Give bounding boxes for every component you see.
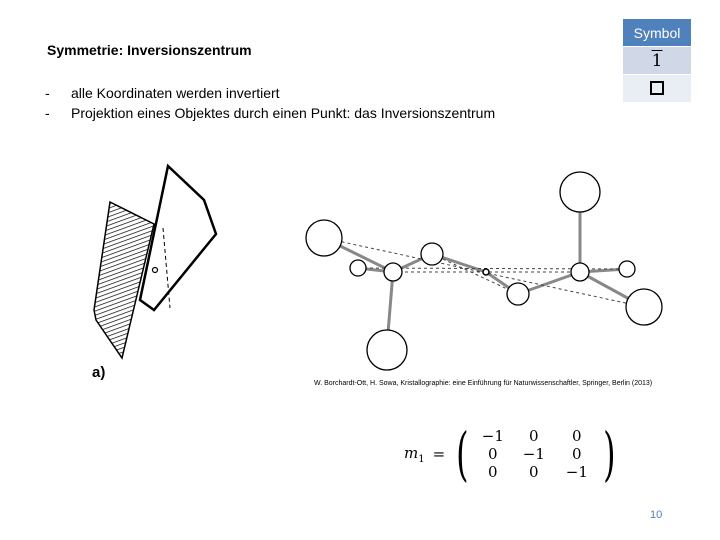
molecule-inversion-figure xyxy=(300,170,670,380)
atom xyxy=(306,220,342,256)
atom xyxy=(367,330,407,370)
right-parenthesis: ) xyxy=(602,420,616,488)
bullet-text: Projektion eines Objektes durch einen Punkt: das Inversionszentrum xyxy=(71,105,496,121)
inversion-matrix xyxy=(404,420,620,488)
matrix-cell: 0 xyxy=(529,427,539,445)
matrix-cell: −1 xyxy=(522,445,545,463)
figure-citation: W. Borchardt-Ott, H. Sowa, Kristallographie: eine Einführung für Naturwissenschaftler, Springer, Berlin (2013) xyxy=(314,380,653,387)
bullet-dash: - xyxy=(45,105,50,121)
matrix-cell: 0 xyxy=(488,445,498,463)
atom xyxy=(626,289,662,325)
matrix-subscript: 1 xyxy=(418,453,425,465)
atom xyxy=(507,283,529,305)
atom xyxy=(571,263,589,281)
page-number: 10 xyxy=(650,509,663,521)
matrix-symbol-letter: m xyxy=(404,443,419,462)
matrix-cell: −1 xyxy=(565,463,588,481)
matrix-grid xyxy=(474,427,598,481)
bullet-item xyxy=(45,103,495,123)
inversion-symbol-text: 1 xyxy=(651,50,663,71)
matrix-cell: 0 xyxy=(529,463,539,481)
atom xyxy=(619,261,635,277)
figure-label: a) xyxy=(92,364,106,381)
bullet-item xyxy=(45,83,495,103)
bullet-list xyxy=(45,83,495,123)
symbol-table-header: Symbol xyxy=(623,19,692,47)
atom xyxy=(560,172,600,212)
matrix-cell: −1 xyxy=(481,427,504,445)
plane-inversion-figure xyxy=(88,160,228,370)
inversion-center xyxy=(483,269,489,275)
matrix-cell: 0 xyxy=(572,445,582,463)
atom xyxy=(384,263,402,281)
square-symbol-icon xyxy=(650,81,664,95)
inversion-point xyxy=(153,268,158,273)
equals-sign: = xyxy=(432,445,446,463)
matrix-symbol xyxy=(404,444,425,465)
atom xyxy=(350,260,366,276)
left-parenthesis: ( xyxy=(456,420,469,488)
symbol-table xyxy=(622,18,692,103)
bullet-dash: - xyxy=(45,85,50,101)
symbol-table-row-1 xyxy=(623,47,692,75)
matrix-cell: 0 xyxy=(488,463,498,481)
symbol-table-row-2 xyxy=(623,75,692,103)
slide-title: Symmetrie: Inversionszentrum xyxy=(47,42,252,58)
bullet-text: alle Koordinaten werden invertiert xyxy=(71,85,280,101)
atom xyxy=(421,243,443,265)
matrix-cell: 0 xyxy=(572,427,582,445)
